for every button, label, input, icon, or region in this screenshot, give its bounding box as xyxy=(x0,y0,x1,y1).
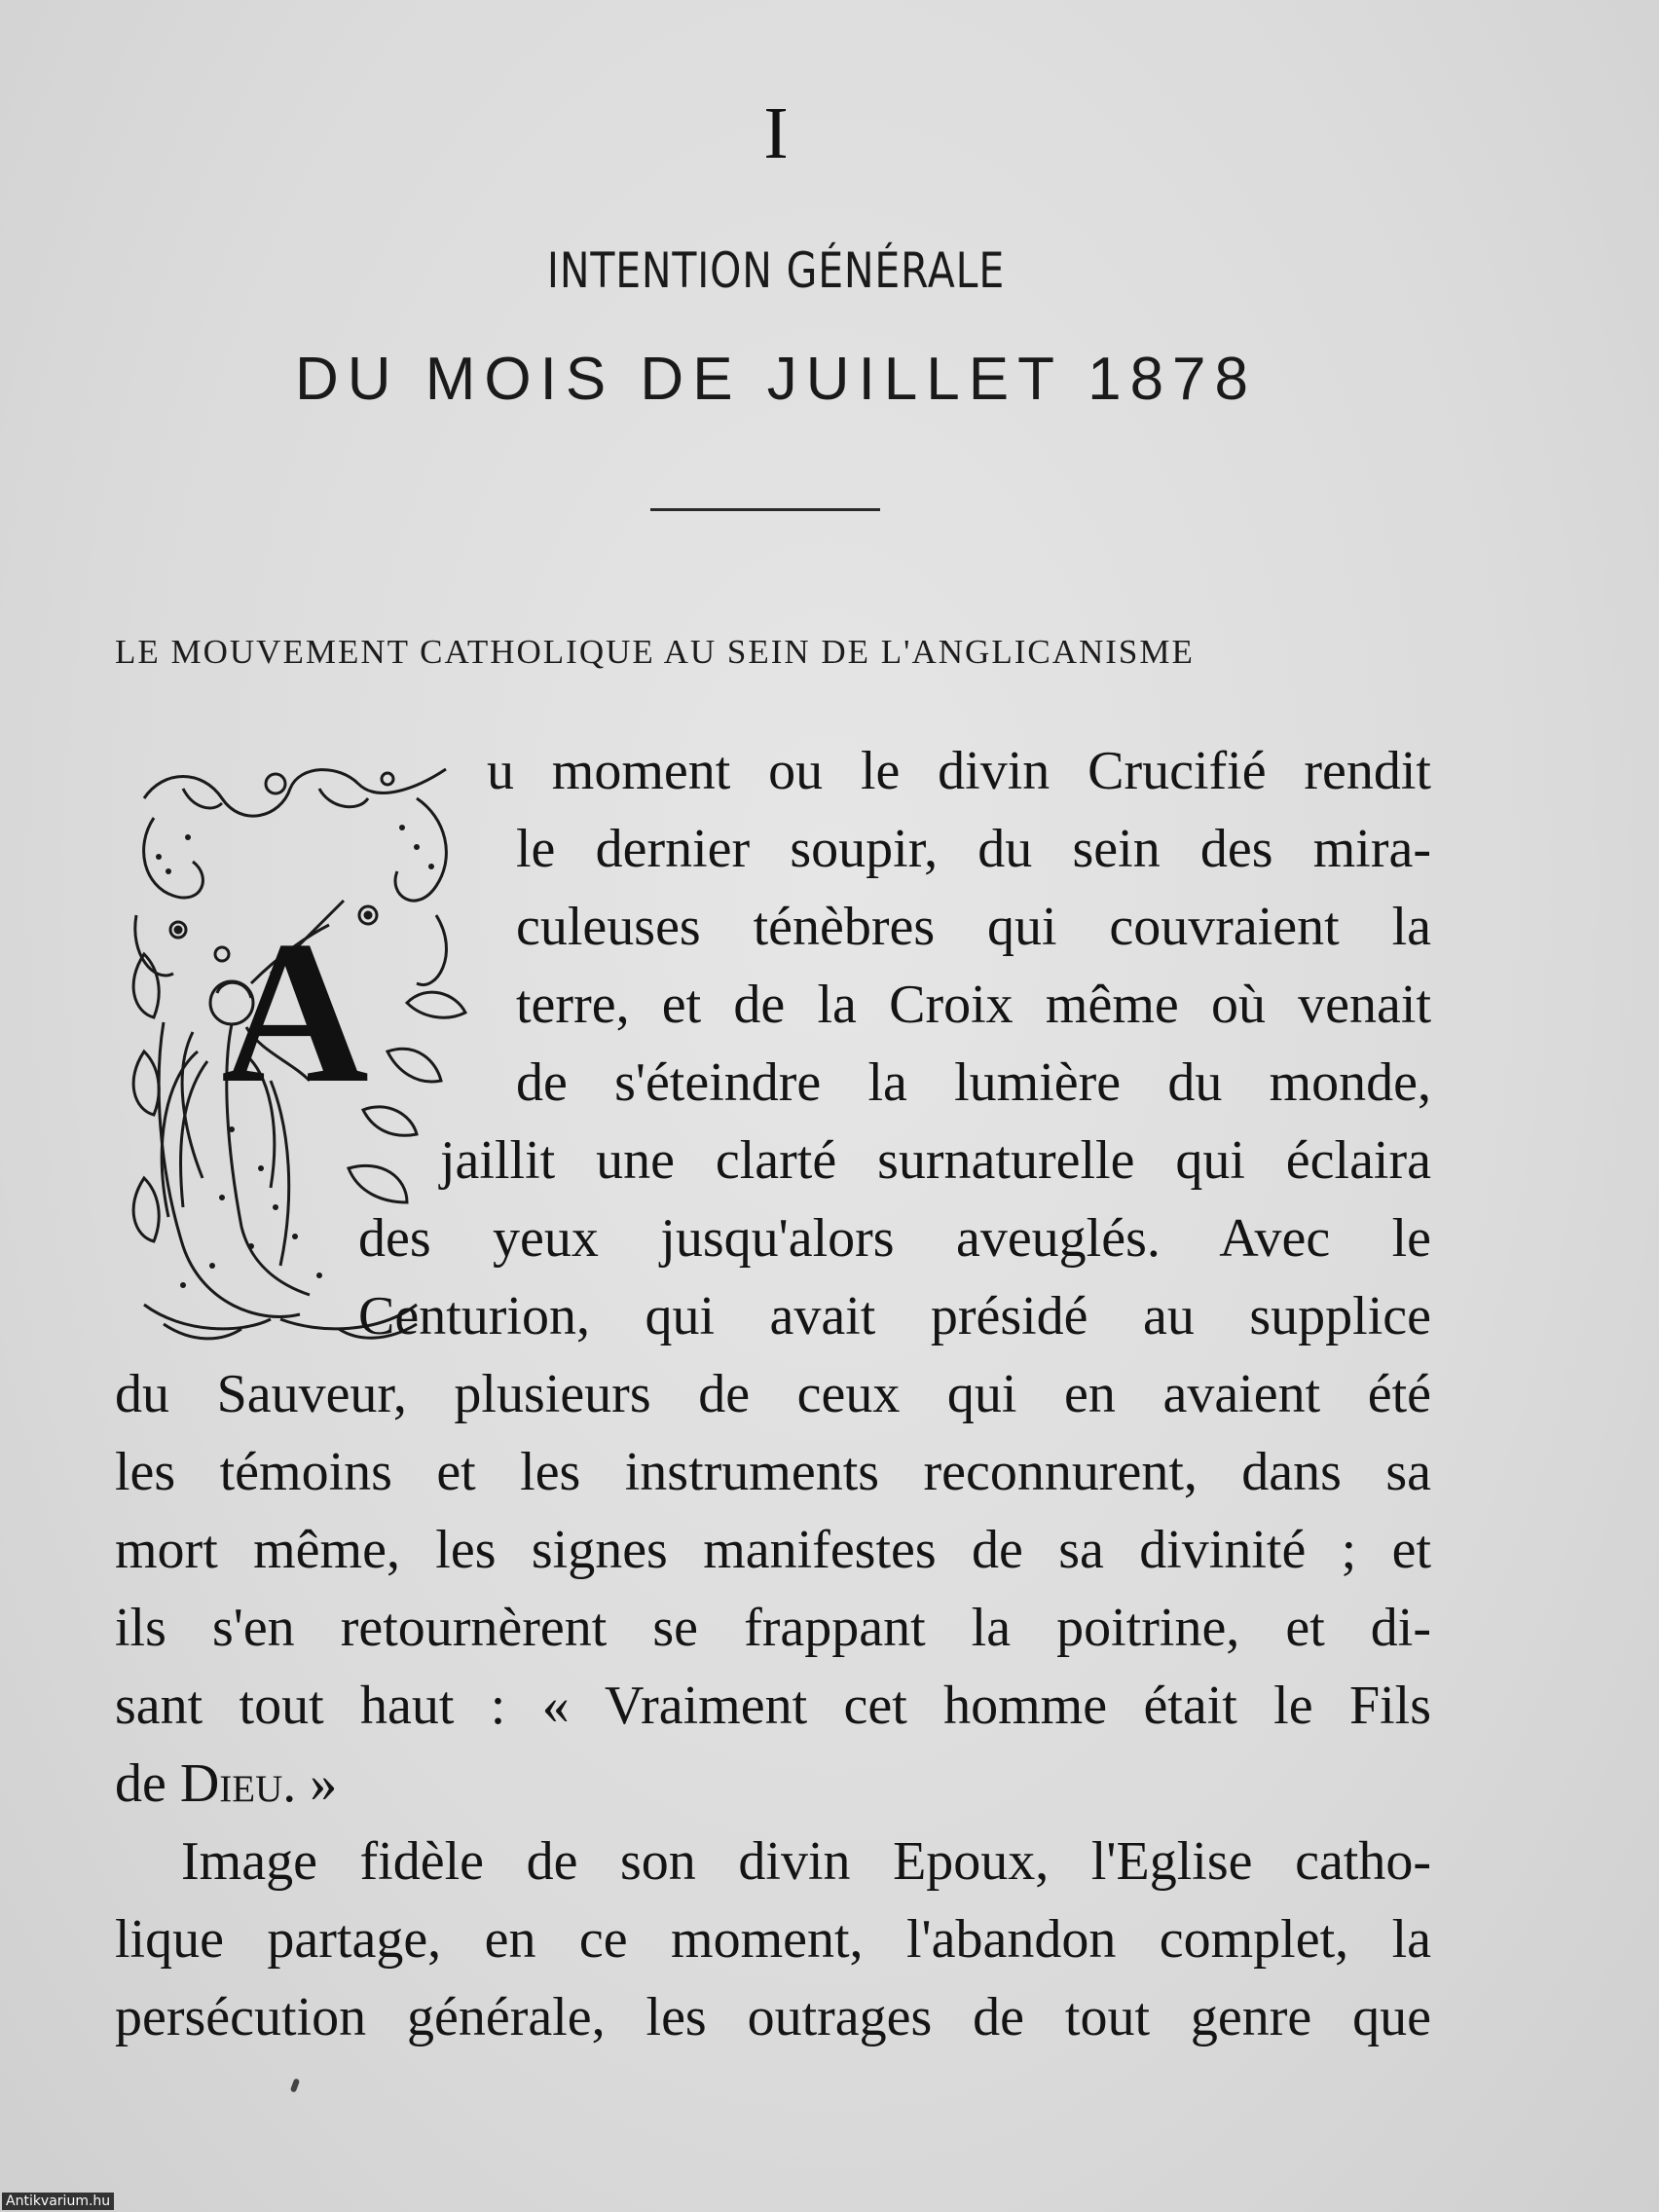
body-line: mort même, les signes manifestes de sa divinité ; et xyxy=(115,1520,1431,1580)
chapter-title-line1: INTENTION GÉNÉRALE xyxy=(546,242,1006,299)
section-subheading: LE MOUVEMENT CATHOLIQUE AU SEIN DE L'ANGLICANISME xyxy=(115,633,1195,671)
body-line: sant tout haut : « Vraiment cet homme était le Fils xyxy=(115,1676,1431,1736)
chapter-title-line2: DU MOIS DE JUILLET 1878 xyxy=(294,346,1258,413)
body-line: terre, et de la Croix même où venait xyxy=(516,975,1431,1035)
body-line: Image fidèle de son divin Epoux, l'Eglise catho- xyxy=(181,1831,1431,1892)
body-line: les témoins et les instruments reconnurent, dans sa xyxy=(115,1442,1431,1502)
body-line: Centurion, qui avait présidé au supplice xyxy=(358,1286,1431,1346)
body-text: de xyxy=(115,1753,180,1814)
body-line: u moment ou le divin Crucifié rendit xyxy=(487,741,1431,801)
body-text-smallcaps: Dieu xyxy=(179,1753,283,1814)
body-line: jaillit une clarté surnaturelle qui éclaira xyxy=(440,1130,1431,1191)
title-divider xyxy=(650,508,880,511)
body-line-last xyxy=(115,1745,337,1823)
chapter-number: I xyxy=(763,92,789,174)
body-line: des yeux jusqu'alors aveuglés. Avec le xyxy=(358,1208,1431,1269)
print-speck xyxy=(290,2078,300,2092)
body-line: du Sauveur, plusieurs de ceux qui en avaient été xyxy=(115,1364,1431,1424)
body-line: persécution générale, les outrages de tout genre que xyxy=(115,1987,1431,2047)
body-text: . » xyxy=(282,1753,338,1814)
watermark: Antikvarium.hu xyxy=(2,2193,114,2210)
body-line: lique partage, en ce moment, l'abandon complet, la xyxy=(115,1909,1431,1970)
body-line: ils s'en retournèrent se frappant la poitrine, et di- xyxy=(115,1598,1431,1658)
body-line: culeuses ténèbres qui couvraient la xyxy=(516,897,1431,957)
body-line: de s'éteindre la lumière du monde, xyxy=(516,1052,1431,1113)
dropcap-letter: A xyxy=(221,900,369,1125)
body-line: le dernier soupir, du sein des mira- xyxy=(516,819,1431,879)
